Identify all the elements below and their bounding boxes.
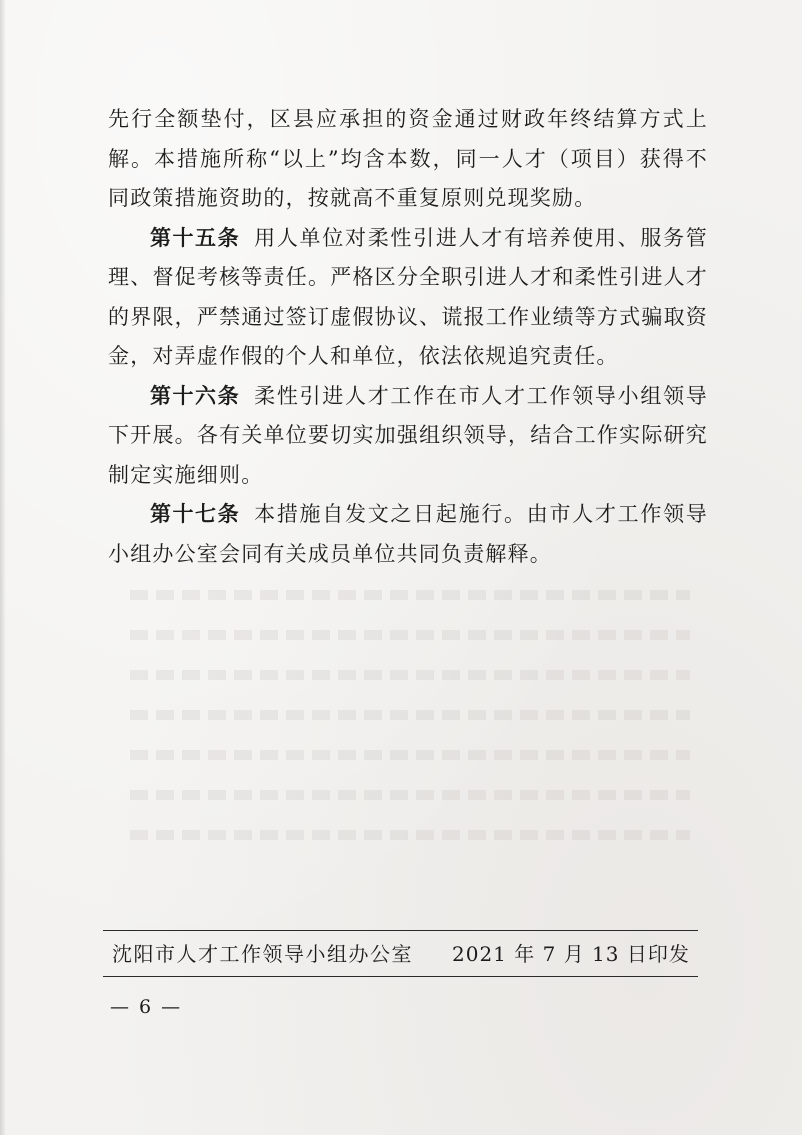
footer-bottom-rule <box>103 976 698 977</box>
issuing-office: 沈阳市人才工作领导小组办公室 <box>112 942 413 966</box>
paragraph-continuation <box>108 100 708 219</box>
article-heading: 第十六条 <box>150 383 241 408</box>
article-text: 柔性引进人才工作在市人才工作领导小组领导下开展。各有关单位要切实加强组织领导，结合工作实际研究制定实施细则。 <box>108 383 709 487</box>
scan-edge-shadow <box>0 0 6 1135</box>
article-text: 本措施自发文之日起施行。由市人才工作领导小组办公室会同有关成员单位共同负责解释。 <box>108 502 709 566</box>
article-heading: 第十五条 <box>150 225 241 250</box>
article-15 <box>108 219 708 377</box>
document-body <box>108 100 708 574</box>
article-text: 用人单位对柔性引进人才有培养使用、服务管理、督促考核等责任。严格区分全职引进人才和柔性引进人才的界限，严禁通过签订虚假协议、谎报工作业绩等方式骗取资金，对弄虚作假的个人和单位，依法依规追究责任。 <box>108 225 709 368</box>
issue-date: 2021 年 7 月 13 日印发 <box>452 942 690 966</box>
article-17 <box>108 495 708 574</box>
paragraph-text: 先行全额垫付，区县应承担的资金通过财政年终结算方式上解。本措施所称“以上”均含本数，同一人才（项目）获得不同政策措施资助的，按就高不重复原则兑现奖励。 <box>108 107 708 210</box>
page-number: — 6 — <box>110 996 183 1018</box>
footer-top-rule <box>103 930 698 931</box>
reverse-side-bleed-through <box>130 590 690 890</box>
article-16 <box>108 377 708 496</box>
article-heading: 第十七条 <box>150 502 241 526</box>
